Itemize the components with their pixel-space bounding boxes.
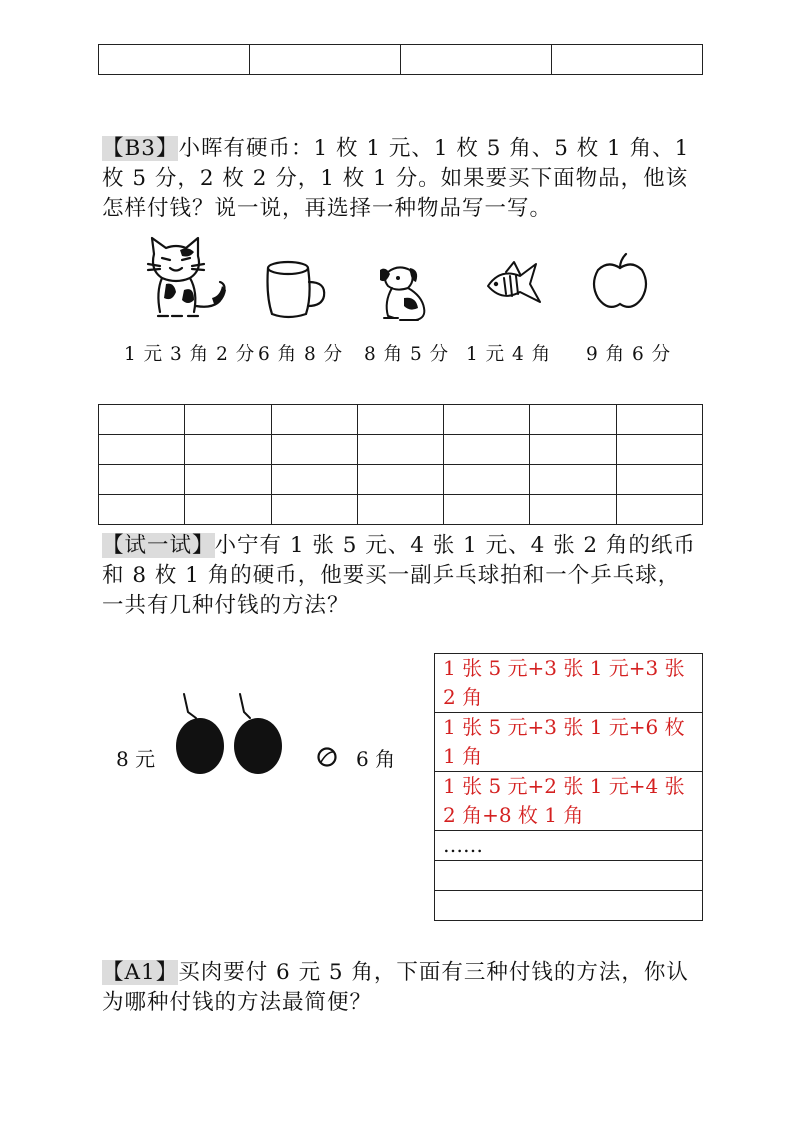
question-tag: 【试一试】 bbox=[102, 533, 215, 558]
answer-cell: 1 张 5 元+2 张 1 元+4 张 2 角+8 枚 1 角 bbox=[435, 772, 703, 831]
mug-icon bbox=[262, 258, 332, 320]
question-a1 bbox=[102, 958, 702, 1018]
table-cell bbox=[530, 435, 616, 465]
table-cell bbox=[185, 435, 271, 465]
question-tag: 【B3】 bbox=[102, 136, 179, 161]
answer-cell: 1 张 5 元+3 张 1 元+6 枚 1 角 bbox=[435, 713, 703, 772]
table-row bbox=[99, 405, 703, 435]
table-row bbox=[99, 495, 703, 525]
table-cell bbox=[271, 435, 357, 465]
table-cell bbox=[616, 435, 702, 465]
ball-price: 6 角 bbox=[356, 747, 396, 771]
fish-icon bbox=[484, 258, 544, 312]
table-cell bbox=[357, 405, 443, 435]
table-cell bbox=[271, 465, 357, 495]
question-b3 bbox=[102, 134, 702, 224]
cat-icon bbox=[140, 236, 232, 326]
table-row bbox=[435, 654, 703, 713]
table-cell bbox=[530, 465, 616, 495]
table-cell bbox=[357, 495, 443, 525]
table-row bbox=[99, 435, 703, 465]
table-cell bbox=[185, 495, 271, 525]
top-answer-table bbox=[98, 44, 703, 75]
table-cell bbox=[357, 435, 443, 465]
payment-methods-table bbox=[434, 653, 703, 921]
answer-cell: …… bbox=[435, 831, 703, 861]
table-row bbox=[435, 831, 703, 861]
table-cell bbox=[99, 435, 185, 465]
fish-price: 1 元 4 角 bbox=[466, 344, 552, 365]
table-cell bbox=[444, 435, 530, 465]
answer-cell bbox=[435, 891, 703, 921]
table-cell bbox=[530, 405, 616, 435]
table-row bbox=[435, 861, 703, 891]
table-row bbox=[435, 713, 703, 772]
table-row bbox=[435, 891, 703, 921]
table-cell bbox=[271, 495, 357, 525]
answer-cell: 1 张 5 元+3 张 1 元+3 张 2 角 bbox=[435, 654, 703, 713]
ball-icon bbox=[316, 746, 338, 768]
apple-price: 9 角 6 分 bbox=[586, 344, 672, 365]
cat-price: 1 元 3 角 2 分 bbox=[124, 344, 256, 365]
table-row bbox=[435, 772, 703, 831]
question-text: 小宁有 1 张 5 元、4 张 1 元、4 张 2 角的纸币和 8 枚 1 角的硬币，他要买一副乒乓球拍和一个乒乓球，一共有几种付钱的方法？ bbox=[102, 533, 696, 618]
table-cell bbox=[444, 465, 530, 495]
table-cell bbox=[185, 405, 271, 435]
question-try-it bbox=[102, 531, 702, 621]
question-tag: 【A1】 bbox=[102, 960, 179, 985]
question-text: 买肉要付 6 元 5 角，下面有三种付钱的方法，你认为哪种付钱的方法最简便？ bbox=[102, 960, 689, 1015]
table-cell bbox=[271, 405, 357, 435]
table-cell bbox=[185, 465, 271, 495]
table-cell bbox=[616, 495, 702, 525]
table-cell bbox=[250, 45, 401, 75]
table-cell bbox=[99, 405, 185, 435]
table-cell bbox=[444, 495, 530, 525]
table-cell bbox=[99, 495, 185, 525]
table-cell bbox=[99, 465, 185, 495]
apple-icon bbox=[590, 252, 650, 312]
answer-grid-table bbox=[98, 404, 703, 525]
table-cell bbox=[616, 405, 702, 435]
table-cell bbox=[99, 45, 250, 75]
table-cell bbox=[401, 45, 552, 75]
paddles-icon bbox=[170, 690, 290, 780]
table-cell bbox=[444, 405, 530, 435]
table-cell bbox=[357, 465, 443, 495]
table-cell bbox=[552, 45, 703, 75]
table-cell bbox=[530, 495, 616, 525]
paddles-price: 8 元 bbox=[116, 747, 156, 771]
table-row bbox=[99, 465, 703, 495]
mug-price: 6 角 8 分 bbox=[258, 344, 344, 365]
answer-cell bbox=[435, 861, 703, 891]
dog-icon bbox=[374, 262, 436, 324]
dog-price: 8 角 5 分 bbox=[364, 344, 450, 365]
question-text: 小晖有硬币：1 枚 1 元、1 枚 5 角、5 枚 1 角、1 枚 5 分，2 枚 2 分，1 枚 1 分。如果要买下面物品，他该怎样付钱？说一说，再选择一种物品写一写。 bbox=[102, 136, 690, 221]
table-cell bbox=[616, 465, 702, 495]
